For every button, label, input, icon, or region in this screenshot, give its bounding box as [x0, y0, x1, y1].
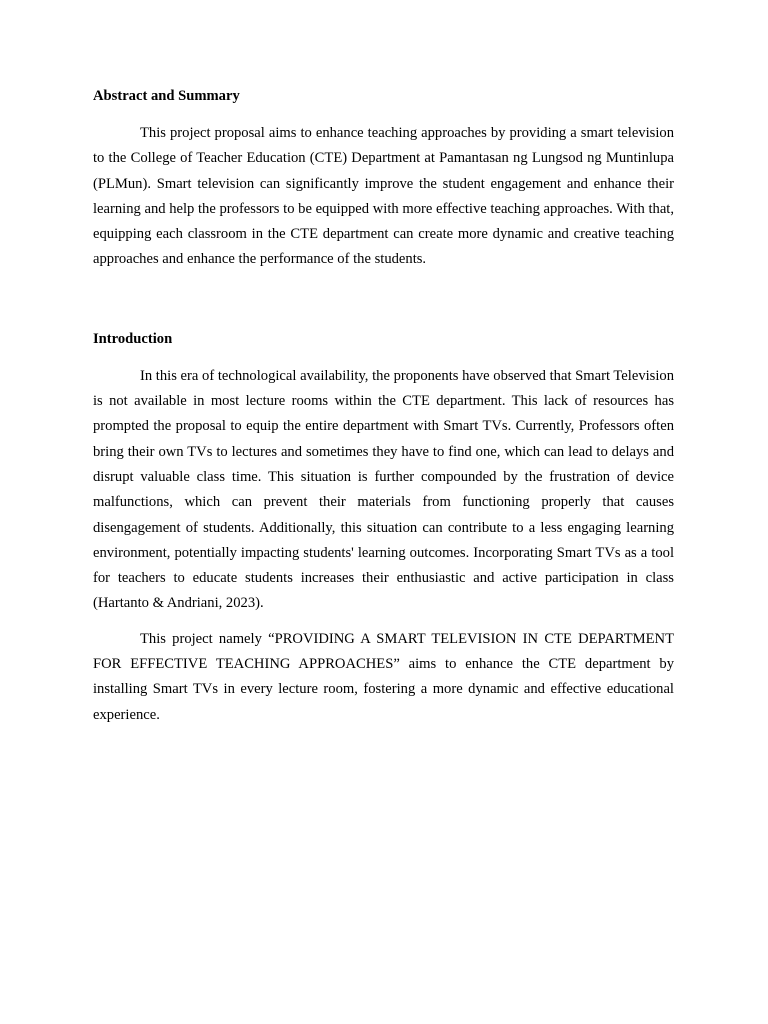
abstract-paragraph: This project proposal aims to enhance teaching approaches by providing a smart television to the College of Teacher Education (CTE) Department at Pamantasan ng Lungsod ng Muntinlupa (PLMun). Smart television can significantly improve the student engagement and enhance their learning and help the professors to be equipped with more effective teaching approaches. With that, equipping each classroom in the CTE department can create more dynamic and creative teaching approaches and enhance the performance of the students.: [93, 125, 674, 268]
introduction-paragraph: In this era of technological availability, the proponents have observed that Smart Television is not available in most lecture rooms within the CTE department. This lack of resources has prompted the proposal to equip the entire department with Smart TVs. Currently, Professors often bring their own TVs to lectures and sometimes they have to find one, which can lead to delays and disrupt valuable class time. This situation is further compounded by the frustration of device malfunctions, which can prevent their materials from functioning properly that causes disengagement of students. Additionally, this situation can contribute to a less engaging learning environment, potentially impacting students' learning outcomes. Incorporating Smart TVs as a tool for teachers to educate students increases their enthusiastic and active participation in class (Hartanto & Andriani, 2023).: [93, 367, 674, 612]
section-introduction: [93, 329, 674, 728]
introduction-heading: Introduction: [93, 330, 173, 347]
section-abstract: [93, 86, 674, 273]
introduction-paragraph: This project namely “PROVIDING A SMART TELEVISION IN CTE DEPARTMENT FOR EFFECTIVE TEACHING APPROACHES” aims to enhance the CTE department by installing Smart TVs in every lecture room, fostering a more dynamic and effective educational experience.: [93, 630, 674, 723]
document-body: [93, 86, 674, 728]
abstract-heading: Abstract and Summary: [93, 88, 240, 104]
